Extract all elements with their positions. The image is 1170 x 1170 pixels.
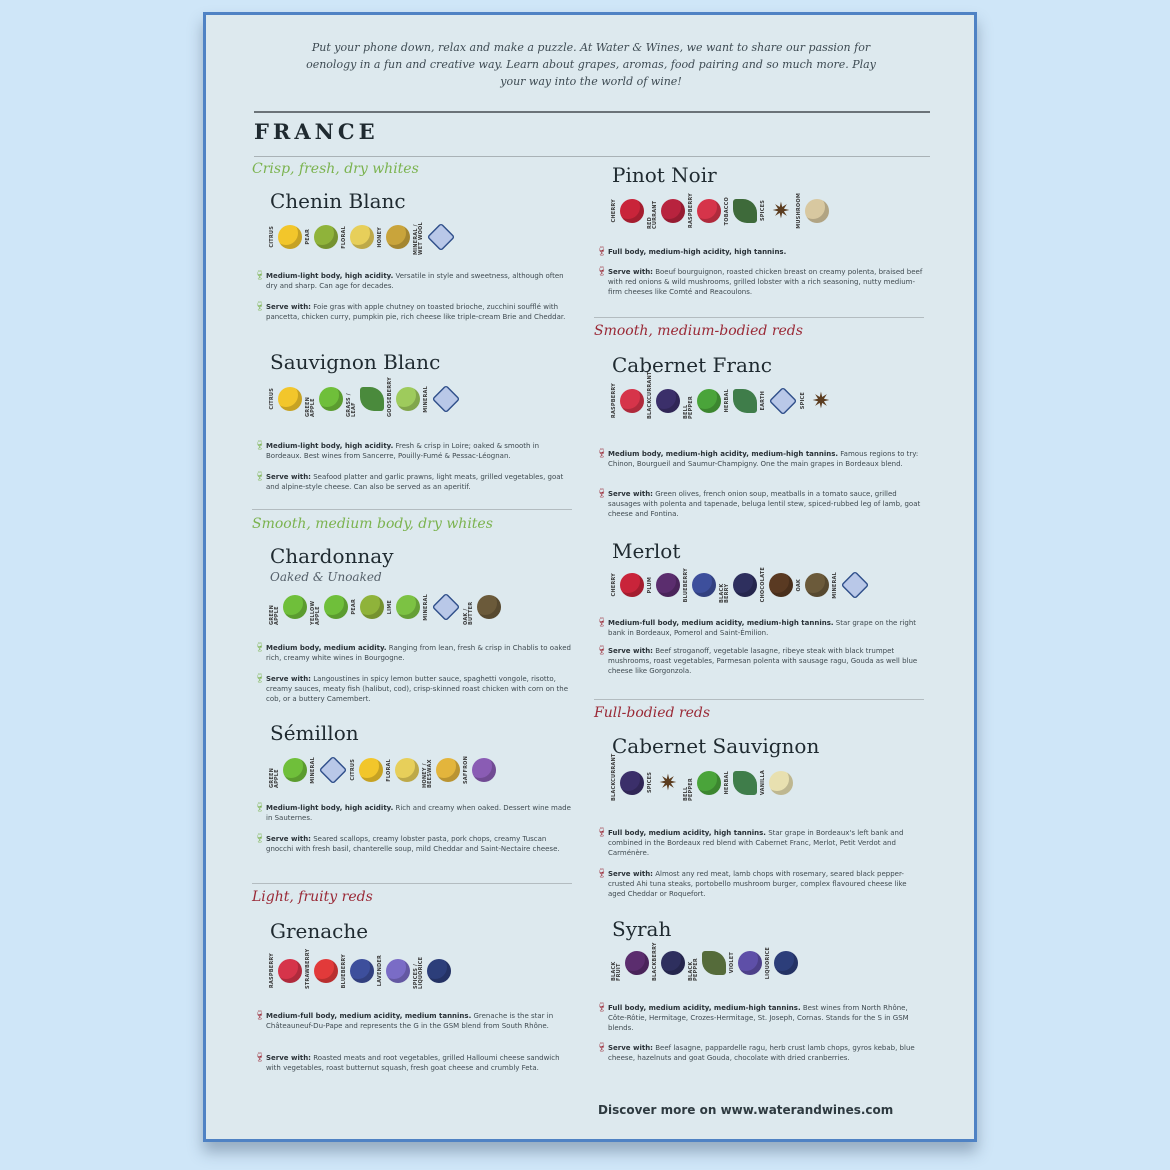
raspberry-icon: [697, 199, 721, 223]
blackberry-icon: [661, 951, 685, 975]
aroma-item: [648, 573, 680, 597]
aroma-item: [464, 589, 501, 625]
aroma-label: CHOCOLATE: [760, 567, 766, 603]
star-anise-icon: ✷: [771, 198, 791, 224]
aroma-label: MINERAL: [310, 756, 316, 784]
aroma-item: [761, 387, 797, 415]
aroma-label: BLACK PEPPER: [688, 958, 699, 981]
aroma-item: [689, 193, 721, 228]
pear-icon: [360, 595, 384, 619]
aroma-item: [378, 225, 410, 249]
style-bold: Medium-light body, high acidity.: [266, 272, 394, 280]
raspberry-icon: [278, 959, 302, 983]
aroma-label: PEAR: [351, 599, 357, 615]
wine-style-note: [254, 441, 574, 461]
aroma-label: MINERAL: [423, 593, 429, 621]
flower-icon: [395, 758, 419, 782]
serve-with-note: [596, 646, 926, 676]
aroma-item: [387, 377, 420, 417]
oak-icon: [805, 573, 829, 597]
wine-style-note: [596, 449, 926, 469]
peppercorn-icon: [702, 951, 726, 975]
pear-icon: [314, 225, 338, 249]
aroma-item: [648, 193, 685, 229]
lemon-icon: [359, 758, 383, 782]
aroma-icons: [269, 377, 460, 417]
raspberry-icon: [620, 389, 644, 413]
serve-text: Roasted meats and root vegetables, grilled Halloumi cheese sandwich with vegetables, roast butternut squash, fresh goat cheese and crumbly Feta.: [266, 1054, 560, 1072]
wine-glass-icon: 🍷︎: [596, 1003, 608, 1013]
wine-name: Grenache: [270, 919, 369, 943]
aroma-label: LIQUORICE: [765, 946, 771, 980]
apple-icon: [283, 595, 307, 619]
aroma-item: [388, 595, 420, 619]
aroma-item: [833, 571, 869, 599]
aroma-label: HERBAL: [724, 771, 730, 795]
serve-bold: Serve with:: [266, 473, 311, 481]
category-full-reds: Full-bodied reds: [594, 705, 711, 721]
wine-name: Pinot Noir: [612, 163, 717, 187]
serve-text: Seafood platter and garlic prawns, light meats, grilled vegetables, goat and alpine-style cheese. Can also be served as an aperitif.: [266, 473, 564, 491]
serve-bold: Serve with:: [608, 490, 653, 498]
aroma-label: CITRUS: [269, 226, 275, 248]
style-bold: Full body, medium acidity, high tannins.: [608, 829, 766, 837]
currant-icon: [661, 199, 685, 223]
aroma-label: HONEY / BEESWAX: [422, 759, 433, 788]
wine-glass-icon: 🍷︎: [254, 1011, 266, 1021]
aroma-item: [652, 942, 685, 981]
footer-website: Discover more on www.waterandwines.com: [598, 1103, 894, 1117]
style-text: Famous regions to try: Chinon, Bourgueil and Saumur-Champigny. One the main grapes in Bordeaux blend.: [608, 450, 919, 468]
wine-style-note: [596, 1003, 926, 1033]
bee-icon: [386, 225, 410, 249]
serve-bold: Serve with:: [608, 647, 653, 655]
tobacco-icon: [733, 199, 757, 223]
aroma-label: PEAR: [305, 229, 311, 245]
serve-text: Boeuf bourguignon, roasted chicken breast on creamy polenta, braised beef with red onions & wild mushrooms, grilled lobster with a rich seasoning, nutty medium-firm cheeses like Comté and Reacoulons.: [608, 268, 923, 296]
wine-name: Merlot: [612, 539, 681, 563]
aroma-item: [351, 758, 383, 782]
aroma-item: [270, 953, 302, 988]
aroma-item: [611, 753, 644, 801]
aroma-item: [648, 771, 680, 795]
section-divider: [252, 509, 572, 510]
intro-text: Put your phone down, relax and make a puzzle. At Water & Wines, we want to share our passion for oenology in a fun and creative way. Learn about grapes, aromas, food pairing and so much more. Play your way into the world of wine!: [306, 41, 876, 88]
blueberry-icon: [692, 573, 716, 597]
aroma-item: [684, 568, 716, 602]
serve-text: Foie gras with apple chutney on toasted brioche, zucchini soufflé with pancetta, chicken curry, pumpkin pie, rich cheese like triple-cream Brie and Cheddar.: [266, 303, 566, 321]
aroma-label: CHERRY: [611, 199, 617, 223]
aroma-item: [761, 770, 793, 795]
aroma-icons: [269, 948, 451, 989]
vanilla-icon: [769, 771, 793, 795]
aroma-item: [342, 954, 374, 988]
wine-glass-icon: 🍷︎: [254, 302, 266, 312]
serve-with-note: [254, 302, 574, 322]
aroma-item: [761, 567, 793, 602]
aroma-label: RED CURRANT: [647, 200, 658, 229]
aroma-item: [612, 945, 649, 981]
serve-with-note: [254, 834, 574, 854]
style-bold: Medium body, medium acidity.: [266, 644, 387, 652]
herb-icon: [733, 389, 757, 413]
serve-bold: Serve with:: [266, 303, 311, 311]
aroma-icons: [612, 567, 869, 603]
wine-name: Cabernet Sauvignon: [612, 734, 820, 758]
aroma-label: VANILLA: [760, 770, 766, 796]
aroma-label: FLORAL: [386, 758, 392, 782]
serve-with-note: [596, 869, 926, 899]
plum-icon: [625, 951, 649, 975]
lavender-icon: [386, 959, 410, 983]
gooseberry-icon: [396, 387, 420, 411]
aroma-label: VIOLET: [729, 952, 735, 974]
aroma-item: [612, 383, 644, 418]
aroma-icons: [270, 752, 496, 788]
serve-with-note: [254, 674, 574, 704]
aroma-label: BELL PEPPER: [683, 778, 694, 801]
title-underline: [254, 156, 930, 157]
serve-bold: Serve with:: [266, 1054, 311, 1062]
honey-icon: [436, 758, 460, 782]
section-divider: [594, 317, 924, 318]
style-text: Best wines from North Rhône, Côte-Rôtie, Hermitage, Crozes-Hermitage, St. Joseph, Cornas. Stands for the S in GSM blends.: [608, 1004, 909, 1032]
style-text: Fresh & crisp in Loire; oaked & smooth in Bordeaux. Best wines from Sancerre, Pouilly-Fumé & Pessac-Léognan.: [266, 442, 540, 460]
category-light-reds: Light, fruity reds: [252, 889, 373, 905]
aroma-label: CITRUS: [350, 759, 356, 781]
wine-style-note: [254, 643, 574, 663]
mineral-icon: [427, 223, 456, 252]
wine-glass-icon: 🍷︎: [596, 646, 608, 656]
wine-glass-icon: 🍷︎: [254, 643, 266, 653]
aroma-label: HERBAL: [724, 389, 730, 413]
flower-icon: [350, 225, 374, 249]
aroma-label: GREEN APPLE: [269, 605, 280, 625]
star-anise-icon: ✷: [811, 388, 831, 414]
style-bold: Medium-light body, high acidity.: [266, 442, 394, 450]
wine-style-note: [254, 803, 574, 823]
aroma-item: [801, 389, 833, 413]
serve-with-note: [596, 489, 926, 519]
wine-glass-icon: 🍷︎: [596, 828, 608, 838]
aroma-label: YELLOW APPLE: [310, 600, 321, 625]
aroma-item: [612, 199, 644, 223]
aroma-label: SPICES / LIQUORICE: [413, 956, 424, 989]
serve-with-note: [254, 472, 574, 492]
wine-glass-icon: 🍷︎: [596, 618, 608, 628]
serve-bold: Serve with:: [608, 268, 653, 276]
serve-with-note: [596, 1043, 926, 1063]
aroma-icons: [270, 219, 455, 255]
aroma-item: [378, 955, 410, 986]
aroma-item: [647, 371, 680, 419]
aroma-label: RASPBERRY: [688, 193, 694, 229]
star-anise-icon: ✷: [658, 770, 678, 796]
wine-glass-icon: 🍷︎: [596, 489, 608, 499]
puzzle-back-card: [203, 12, 977, 1142]
title-rule: [254, 111, 930, 113]
aroma-label: MINERAL: [832, 571, 838, 599]
aroma-label: BELL PEPPER: [683, 396, 694, 419]
cherry-icon: [620, 199, 644, 223]
country-title: FRANCE: [254, 119, 379, 144]
serve-with-note: [254, 1053, 574, 1073]
aroma-label: BLACK FRUIT: [611, 961, 622, 981]
aroma-item: [424, 385, 460, 413]
aroma-label: BLACKBERRY: [652, 942, 658, 981]
aroma-icons: [611, 942, 798, 981]
style-text: Star grape on the right bank in Bordeaux, Pomerol and Saint-Émilion.: [608, 619, 917, 637]
aroma-item: [347, 381, 384, 417]
wine-glass-icon: 🍷︎: [596, 449, 608, 459]
wine-glass-icon: 🍷︎: [254, 472, 266, 482]
aroma-item: [352, 595, 384, 619]
wine-glass-icon: 🍷︎: [254, 1053, 266, 1063]
aroma-item: [311, 589, 348, 625]
serve-text: Beef lasagne, pappardelle ragu, herb crust lamb chops, gyros kebab, blue cheese, hazelnuts and goat Gouda, chocolate with dried cranberries.: [608, 1044, 915, 1062]
aroma-label: MUSHROOM: [796, 193, 802, 229]
aroma-label: LAVENDER: [377, 955, 383, 987]
wine-name: Cabernet Franc: [612, 353, 772, 377]
aroma-label: MINERAL / WET WOOL: [413, 222, 424, 255]
wine-style-note: [596, 828, 926, 858]
herb-icon: [733, 771, 757, 795]
aroma-item: [270, 225, 302, 249]
style-text: Star grape in Bordeaux's left bank and combined in the Bordeaux red blend with Cabernet Franc, Merlot, Petit Verdot and Carménère.: [608, 829, 904, 857]
wine-glass-icon: 🍷︎: [596, 247, 608, 257]
wine-glass-icon: 🍷︎: [596, 1043, 608, 1053]
aroma-item: [612, 573, 644, 597]
style-bold: Full body, medium acidity, medium-high tannins.: [608, 1004, 801, 1012]
aroma-label: GRASS / LEAF: [346, 393, 357, 417]
aroma-item: [387, 758, 419, 782]
style-bold: Full body, medium-high acidity, high tannins.: [608, 248, 787, 256]
wine-name: Chenin Blanc: [270, 189, 406, 213]
section-divider: [594, 699, 924, 700]
plum-icon: [656, 573, 680, 597]
category-crisp: Crisp, fresh, dry whites: [252, 161, 419, 177]
aroma-item: [684, 383, 721, 419]
aroma-item: [689, 945, 726, 981]
blackcurrant-icon: [656, 389, 680, 413]
lemon-icon: [278, 387, 302, 411]
aroma-label: BLUEBERRY: [341, 953, 347, 989]
aroma-label: SAFFRON: [463, 756, 469, 784]
style-bold: Medium-light body, high acidity.: [266, 804, 394, 812]
serve-with-note: [596, 267, 926, 297]
aroma-item: [730, 951, 762, 975]
section-divider: [252, 883, 572, 884]
aroma-label: BLACKCURRANT: [611, 753, 617, 801]
aroma-item: [761, 199, 793, 223]
serve-bold: Serve with:: [608, 1044, 653, 1052]
style-text: Ranging from lean, fresh & crisp in Chablis to oaked rich, creamy white wines in Bourgogne.: [266, 644, 571, 662]
wine-subtitle: Oaked & Unoaked: [270, 570, 382, 584]
wine-glass-icon: 🍷︎: [254, 441, 266, 451]
aroma-icons: [612, 193, 829, 229]
oak-icon: [477, 595, 501, 619]
aroma-item: [725, 771, 757, 795]
aroma-item: [306, 381, 343, 417]
wine-style-note: [254, 1011, 574, 1031]
mineral-icon: [432, 593, 461, 622]
wine-name: Sémillon: [270, 721, 359, 745]
aroma-item: [464, 756, 496, 784]
wine-glass-icon: 🍷︎: [254, 834, 266, 844]
wine-name: Sauvignon Blanc: [270, 350, 441, 374]
liquorice-icon: [774, 951, 798, 975]
aroma-item: [797, 573, 829, 597]
aroma-item: [311, 756, 347, 784]
aroma-label: CITRUS: [269, 388, 275, 410]
wine-glass-icon: 🍷︎: [254, 271, 266, 281]
leaf-icon: [360, 387, 384, 411]
chocolate-icon: [769, 573, 793, 597]
wine-style-note: [596, 247, 926, 257]
aroma-item: [342, 225, 374, 249]
style-text: Versatile in style and sweetness, although often dry and sharp. Can age for decades.: [266, 272, 564, 290]
style-bold: Medium-full body, medium acidity, medium-high tannins.: [608, 619, 834, 627]
aroma-label: RASPBERRY: [269, 953, 275, 989]
aroma-label: TOBACCO: [724, 196, 730, 226]
cherry-icon: [620, 573, 644, 597]
aroma-label: LIME: [387, 599, 393, 615]
aroma-label: RASPBERRY: [611, 383, 617, 419]
aroma-label: OAK: [796, 578, 802, 592]
aroma-item: [423, 752, 460, 788]
serve-bold: Serve with:: [266, 675, 311, 683]
blackcurrant-icon: [620, 771, 644, 795]
liquorice-icon: [427, 959, 451, 983]
style-text: Rich and creamy when oaked. Dessert wine made in Sauternes.: [266, 804, 571, 822]
wine-name: Syrah: [612, 917, 672, 941]
category-smooth-reds: Smooth, medium-bodied reds: [594, 323, 803, 339]
serve-bold: Serve with:: [266, 835, 311, 843]
aroma-item: [414, 219, 455, 255]
aroma-label: GOOSEBERRY: [387, 377, 393, 417]
apple-icon: [283, 758, 307, 782]
aroma-icons: [611, 753, 793, 801]
aroma-item: [766, 947, 798, 979]
aroma-item: [424, 593, 460, 621]
aroma-item: [725, 389, 757, 413]
style-bold: Medium body, medium-high acidity, medium-high tannins.: [608, 450, 839, 458]
aroma-item: [306, 225, 338, 249]
aroma-label: SPICES: [647, 772, 653, 794]
aroma-label: GREEN APPLE: [269, 768, 280, 788]
pepper-icon: [697, 389, 721, 413]
mineral-icon: [769, 387, 798, 416]
aroma-label: GREEN APPLE: [305, 397, 316, 417]
aroma-item: [725, 197, 757, 225]
serve-text: Seared scallops, creamy lobster pasta, pork chops, creamy Tuscan gnocchi with fresh basil, chanterelle soup, mild Cheddar and Saint-Nectaire cheese.: [266, 835, 560, 853]
aroma-item: [305, 948, 338, 989]
apple-icon: [319, 387, 343, 411]
strawberry-icon: [314, 959, 338, 983]
aroma-icons: [270, 589, 501, 625]
serve-bold: Serve with:: [608, 870, 653, 878]
mineral-icon: [841, 571, 870, 600]
aroma-label: MINERAL: [423, 385, 429, 413]
aroma-item: [270, 387, 302, 411]
wine-glass-icon: 🍷︎: [596, 869, 608, 879]
wine-name: Chardonnay: [270, 544, 394, 568]
serve-text: Green olives, french onion soup, meatballs in a tomato sauce, grilled sausages with polenta and tapenade, beluga lentil stew, spiced-rubbed leg of lamb, goat cheese and Fontina.: [608, 490, 921, 518]
wine-glass-icon: 🍷︎: [254, 674, 266, 684]
style-text: Grenache is the star in Châteauneuf-Du-Pape and represents the G in the GSM blend from South Rhône.: [266, 1012, 554, 1030]
aroma-label: EARTH: [760, 391, 766, 411]
wine-style-note: [254, 271, 574, 291]
serve-text: Langoustines in spicy lemon butter sauce, spaghetti vongole, risotto, creamy sauces, meaty fish (halibut, cod), crisp-skinned roast chicken with corn on the cob, or a buttery Camembert.: [266, 675, 569, 703]
wine-glass-icon: 🍷︎: [254, 803, 266, 813]
aroma-item: [684, 765, 721, 801]
category-smooth-whites: Smooth, medium body, dry whites: [252, 516, 493, 532]
aroma-label: SPICES: [760, 200, 766, 222]
blackberry-icon: [733, 573, 757, 597]
aroma-label: BLACKCURRANT: [647, 371, 653, 419]
aroma-label: SPICE: [800, 392, 806, 410]
mineral-icon: [432, 385, 461, 414]
aroma-label: OAK / BUTTER: [463, 601, 474, 625]
mineral-icon: [319, 756, 348, 785]
aroma-label: FLORAL: [341, 225, 347, 249]
pepper-icon: [697, 771, 721, 795]
blueberry-icon: [350, 959, 374, 983]
aroma-label: CHERRY: [611, 573, 617, 597]
serve-text: Almost any red meat, lamb chops with rosemary, seared black pepper-crusted Ahi tuna steaks, portobello mushroom burger, complex flavoured cheese like aged Cheddar or Roquefort.: [608, 870, 907, 898]
mushroom-icon: [805, 199, 829, 223]
aroma-item: [414, 953, 451, 989]
aroma-item: [720, 567, 757, 603]
aroma-icons: [611, 371, 833, 419]
aroma-label: BLUEBERRY: [683, 567, 689, 603]
violet-icon: [738, 951, 762, 975]
style-bold: Medium-full body, medium acidity, medium tannins.: [266, 1012, 472, 1020]
aroma-item: [797, 193, 829, 229]
serve-text: Beef stroganoff, vegetable lasagne, ribeye steak with black trumpet mushrooms, roast vegetables, Parmesan polenta with sausage ragu, Gouda as well blue cheese like Gorgonzola.: [608, 647, 918, 675]
lemon-icon: [278, 225, 302, 249]
aroma-label: HONEY: [377, 226, 383, 248]
aroma-label: STRAWBERRY: [305, 948, 311, 989]
wine-glass-icon: 🍷︎: [596, 267, 608, 277]
apple-icon: [324, 595, 348, 619]
wine-style-note: [596, 618, 926, 638]
aroma-item: [270, 589, 307, 625]
lime-icon: [396, 595, 420, 619]
aroma-label: PLUM: [647, 576, 653, 594]
aroma-label: BLACK BERRY: [719, 583, 730, 603]
aroma-item: [270, 752, 307, 788]
saffron-icon: [472, 758, 496, 782]
